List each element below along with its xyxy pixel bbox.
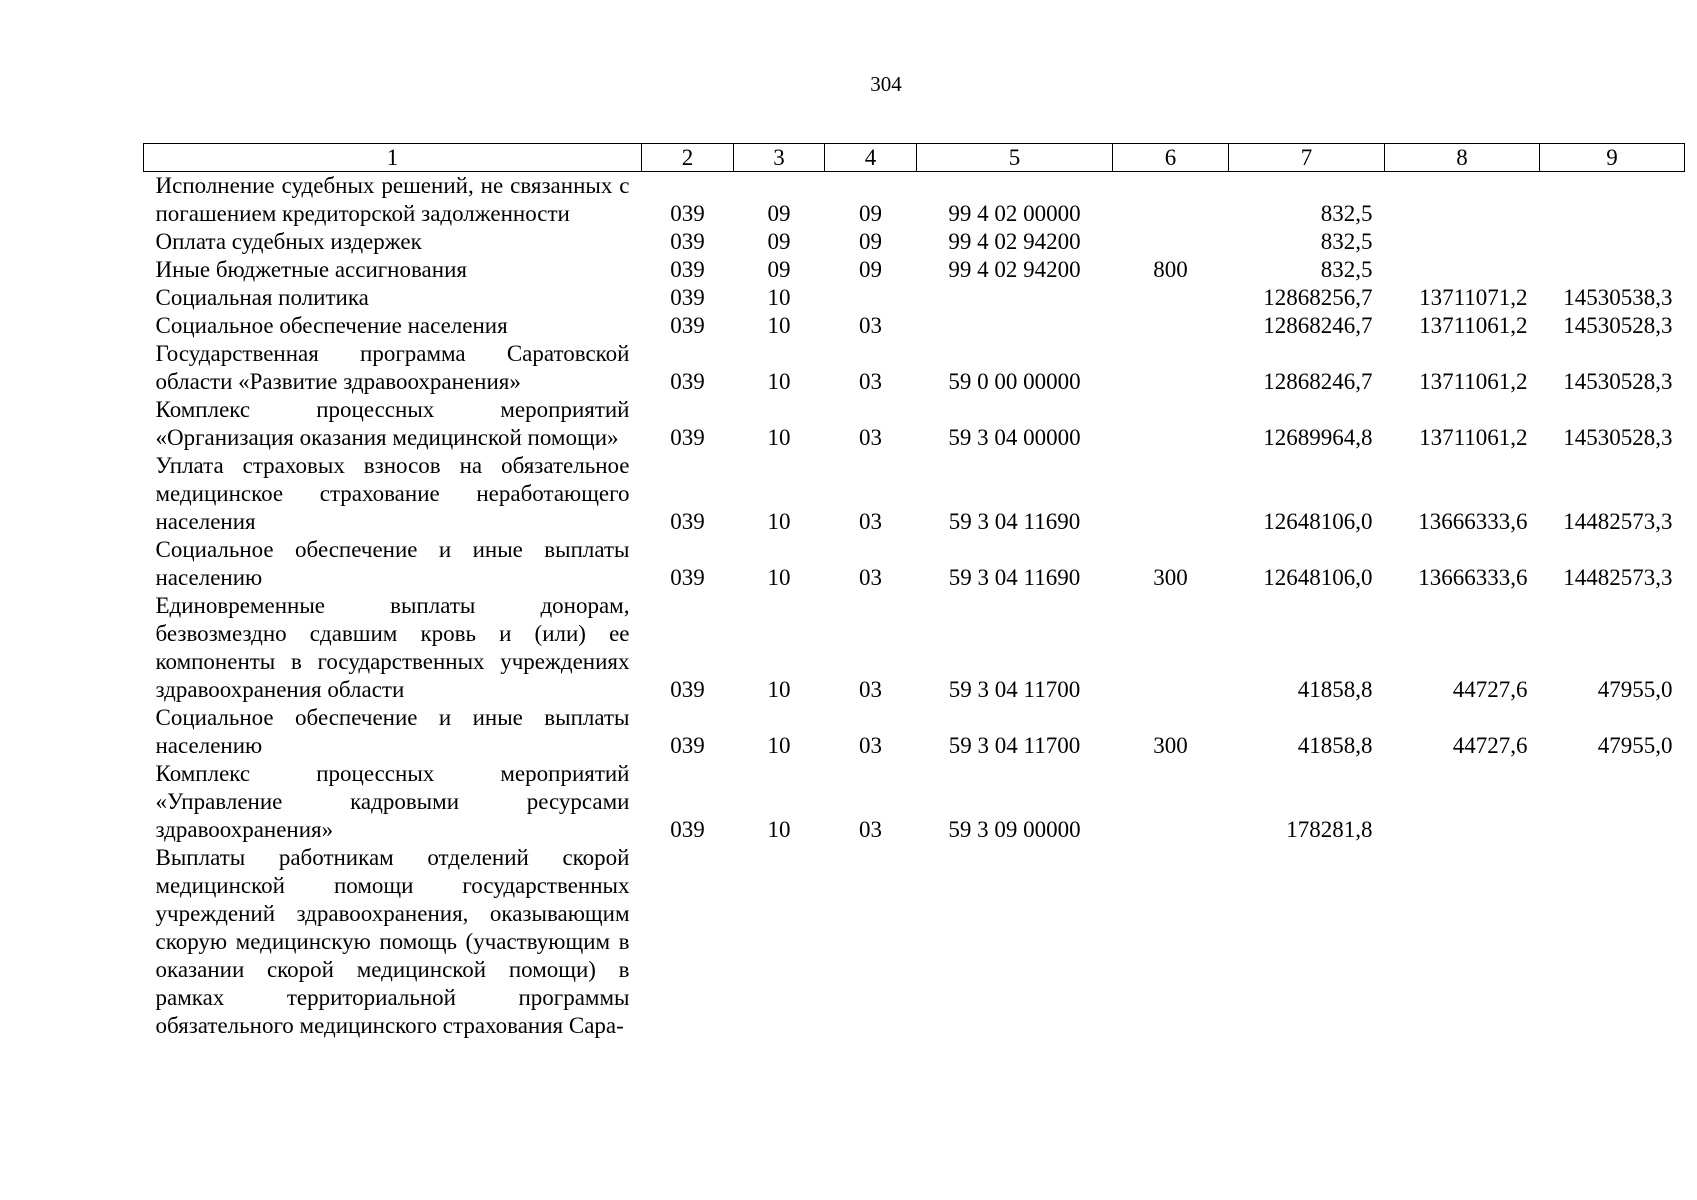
subsection-code: 03 xyxy=(859,369,882,394)
amount-col-8: 13711071,2 xyxy=(1419,285,1528,310)
target-article-code: 59 3 04 11690 xyxy=(948,509,1081,534)
amount-col-8 xyxy=(1385,256,1540,284)
expense-type-code xyxy=(1113,228,1229,256)
ministry-code: 039 xyxy=(670,565,705,590)
amount-col-9: 14530538,3 xyxy=(1563,285,1673,310)
amount-col-8: 13711061,2 xyxy=(1419,313,1528,338)
section-code: 09 xyxy=(767,229,791,254)
amount-col-8: 13666333,6 xyxy=(1418,509,1528,534)
table-header xyxy=(144,144,1685,172)
row-name: Комплекс процессных мероприятий «Организация оказания медицинской помощи» xyxy=(155,397,630,450)
amount-col-8: 13666333,6 xyxy=(1418,565,1528,590)
expense-type-code xyxy=(1113,760,1229,844)
header-col-2: 2 xyxy=(642,144,734,172)
amount-col-8: 13711061,2 xyxy=(1419,425,1528,450)
amount-col-8 xyxy=(1385,760,1540,844)
ministry-code: 039 xyxy=(670,425,705,450)
target-article-code xyxy=(917,844,1113,1040)
amount-col-7: 12868246,7 xyxy=(1263,313,1373,338)
section-code: 10 xyxy=(767,565,791,590)
target-article-code: 59 3 04 00000 xyxy=(948,425,1081,450)
target-article-code: 99 4 02 94200 xyxy=(948,257,1081,282)
ministry-code: 039 xyxy=(670,257,705,282)
table-row xyxy=(144,256,1685,284)
section-code: 10 xyxy=(767,733,791,758)
amount-col-9 xyxy=(1540,256,1685,284)
amount-col-9: 14482573,3 xyxy=(1563,509,1673,534)
subsection-code: 09 xyxy=(859,257,882,282)
table-row xyxy=(144,536,1685,592)
expense-type-code xyxy=(1113,284,1229,312)
target-article-code: 59 3 04 11690 xyxy=(948,565,1081,590)
target-article-code: 59 3 04 11700 xyxy=(948,733,1081,758)
amount-col-7: 12689964,8 xyxy=(1263,425,1373,450)
expense-type-code xyxy=(1113,396,1229,452)
amount-col-7: 12648106,0 xyxy=(1263,565,1373,590)
table-row xyxy=(144,284,1685,312)
ministry-code: 039 xyxy=(670,313,705,338)
subsection-code: 03 xyxy=(859,817,882,842)
amount-col-8 xyxy=(1385,172,1540,229)
row-name: Социальное обеспечение и иные выплаты населению xyxy=(155,705,630,758)
section-code: 09 xyxy=(767,257,791,282)
row-name: Исполнение судебных решений, не связанных с погашением кредиторской задолженности xyxy=(155,173,630,226)
table-row xyxy=(144,396,1685,452)
subsection-code: 03 xyxy=(859,509,882,534)
table-row xyxy=(144,592,1685,704)
amount-col-9: 14530528,3 xyxy=(1563,425,1673,450)
header-col-7: 7 xyxy=(1229,144,1385,172)
amount-col-7: 178281,8 xyxy=(1286,817,1373,842)
subsection-code: 09 xyxy=(859,201,882,226)
row-name: Выплаты работникам отделений скорой медицинской помощи государственных учреждений здравоохранения, оказывающим скорую медицинскую помощь (участвующим в оказании скорой медицинской помощи) в рамках территориальной программы обязательного медицинского страхования Сара- xyxy=(155,845,630,1038)
target-article-code: 59 0 00 00000 xyxy=(948,369,1081,394)
subsection-code xyxy=(825,284,917,312)
header-col-9: 9 xyxy=(1540,144,1685,172)
ministry-code: 039 xyxy=(670,285,705,310)
section-code: 10 xyxy=(767,369,791,394)
header-col-3: 3 xyxy=(734,144,825,172)
row-name: Единовременные выплаты донорам, безвозмездно сдавшим кровь и (или) ее компоненты в государственных учреждениях здравоохранения области xyxy=(155,593,630,702)
section-code: 10 xyxy=(767,285,791,310)
row-name: Оплата судебных издержек xyxy=(155,229,422,254)
subsection-code: 03 xyxy=(859,565,882,590)
ministry-code: 039 xyxy=(670,733,705,758)
ministry-code xyxy=(642,844,734,1040)
amount-col-9: 14530528,3 xyxy=(1563,369,1673,394)
ministry-code: 039 xyxy=(670,677,705,702)
header-col-5: 5 xyxy=(917,144,1113,172)
header-row xyxy=(144,144,1685,172)
table-row xyxy=(144,704,1685,760)
amount-col-9 xyxy=(1540,228,1685,256)
section-code: 10 xyxy=(767,313,791,338)
amount-col-7: 12868256,7 xyxy=(1263,285,1373,310)
expense-type-code xyxy=(1113,592,1229,704)
row-name: Государственная программа Саратовской области «Развитие здравоохранения» xyxy=(155,341,630,394)
header-col-6: 6 xyxy=(1113,144,1229,172)
amount-col-8: 13711061,2 xyxy=(1419,369,1528,394)
page-number: 304 xyxy=(870,72,902,96)
target-article-code: 59 3 09 00000 xyxy=(948,817,1081,842)
amount-col-7: 12868246,7 xyxy=(1263,369,1373,394)
target-article-code: 59 3 04 11700 xyxy=(948,677,1081,702)
target-article-code: 99 4 02 94200 xyxy=(948,229,1081,254)
row-name: Уплата страховых взносов на обязательное медицинское страхование неработающего населения xyxy=(155,453,630,534)
row-name: Комплекс процессных мероприятий «Управление кадровыми ресурсами здравоохранения» xyxy=(155,761,630,842)
section-code: 10 xyxy=(767,509,791,534)
amount-col-8 xyxy=(1385,844,1540,1040)
expense-type-code xyxy=(1113,172,1229,229)
row-name: Социальное обеспечение и иные выплаты населению xyxy=(155,537,630,590)
header-col-8: 8 xyxy=(1385,144,1540,172)
amount-col-8: 44727,6 xyxy=(1452,677,1528,702)
amount-col-8 xyxy=(1385,228,1540,256)
amount-col-9: 14530528,3 xyxy=(1563,313,1673,338)
table-row xyxy=(144,340,1685,396)
expense-type-code: 800 xyxy=(1153,257,1188,282)
amount-col-7: 832,5 xyxy=(1320,201,1373,226)
table-row xyxy=(144,844,1685,1040)
target-article-code: 99 4 02 00000 xyxy=(948,201,1081,226)
amount-col-8: 44727,6 xyxy=(1452,733,1528,758)
expense-type-code xyxy=(1113,340,1229,396)
amount-col-9: 47955,0 xyxy=(1597,677,1673,702)
row-name: Социальная политика xyxy=(155,285,369,310)
amount-col-7: 12648106,0 xyxy=(1263,509,1373,534)
amount-col-7: 832,5 xyxy=(1320,229,1373,254)
expense-type-code xyxy=(1113,452,1229,536)
amount-col-7 xyxy=(1229,844,1385,1040)
amount-col-9 xyxy=(1540,172,1685,229)
target-article-code xyxy=(917,284,1113,312)
table-row xyxy=(144,760,1685,844)
section-code xyxy=(734,844,825,1040)
section-code: 10 xyxy=(767,817,791,842)
subsection-code: 03 xyxy=(859,677,882,702)
section-code: 10 xyxy=(767,677,791,702)
amount-col-7: 832,5 xyxy=(1320,257,1373,282)
ministry-code: 039 xyxy=(670,369,705,394)
amount-col-7: 41858,8 xyxy=(1297,677,1373,702)
expense-type-code xyxy=(1113,312,1229,340)
ministry-code: 039 xyxy=(670,201,705,226)
ministry-code: 039 xyxy=(670,509,705,534)
header-col-4: 4 xyxy=(825,144,917,172)
table-row xyxy=(144,452,1685,536)
amount-col-9 xyxy=(1540,844,1685,1040)
table-row xyxy=(144,228,1685,256)
subsection-code xyxy=(825,844,917,1040)
section-code: 10 xyxy=(767,425,791,450)
subsection-code: 09 xyxy=(859,229,882,254)
expense-type-code: 300 xyxy=(1153,565,1188,590)
table-body xyxy=(144,172,1685,1041)
header-col-1: 1 xyxy=(144,144,642,172)
amount-col-9 xyxy=(1540,760,1685,844)
table-row xyxy=(144,172,1685,229)
amount-col-9: 14482573,3 xyxy=(1563,565,1673,590)
amount-col-9: 47955,0 xyxy=(1597,733,1673,758)
row-name: Иные бюджетные ассигнования xyxy=(155,257,467,282)
target-article-code xyxy=(917,312,1113,340)
ministry-code: 039 xyxy=(670,817,705,842)
subsection-code: 03 xyxy=(859,425,882,450)
expense-type-code: 300 xyxy=(1153,733,1188,758)
ministry-code: 039 xyxy=(670,229,705,254)
section-code: 09 xyxy=(767,201,791,226)
table-row xyxy=(144,312,1685,340)
subsection-code: 03 xyxy=(859,313,882,338)
subsection-code: 03 xyxy=(859,733,882,758)
amount-col-7: 41858,8 xyxy=(1297,733,1373,758)
budget-table xyxy=(143,143,1685,1040)
expense-type-code xyxy=(1113,844,1229,1040)
row-name: Социальное обеспечение населения xyxy=(155,313,508,338)
